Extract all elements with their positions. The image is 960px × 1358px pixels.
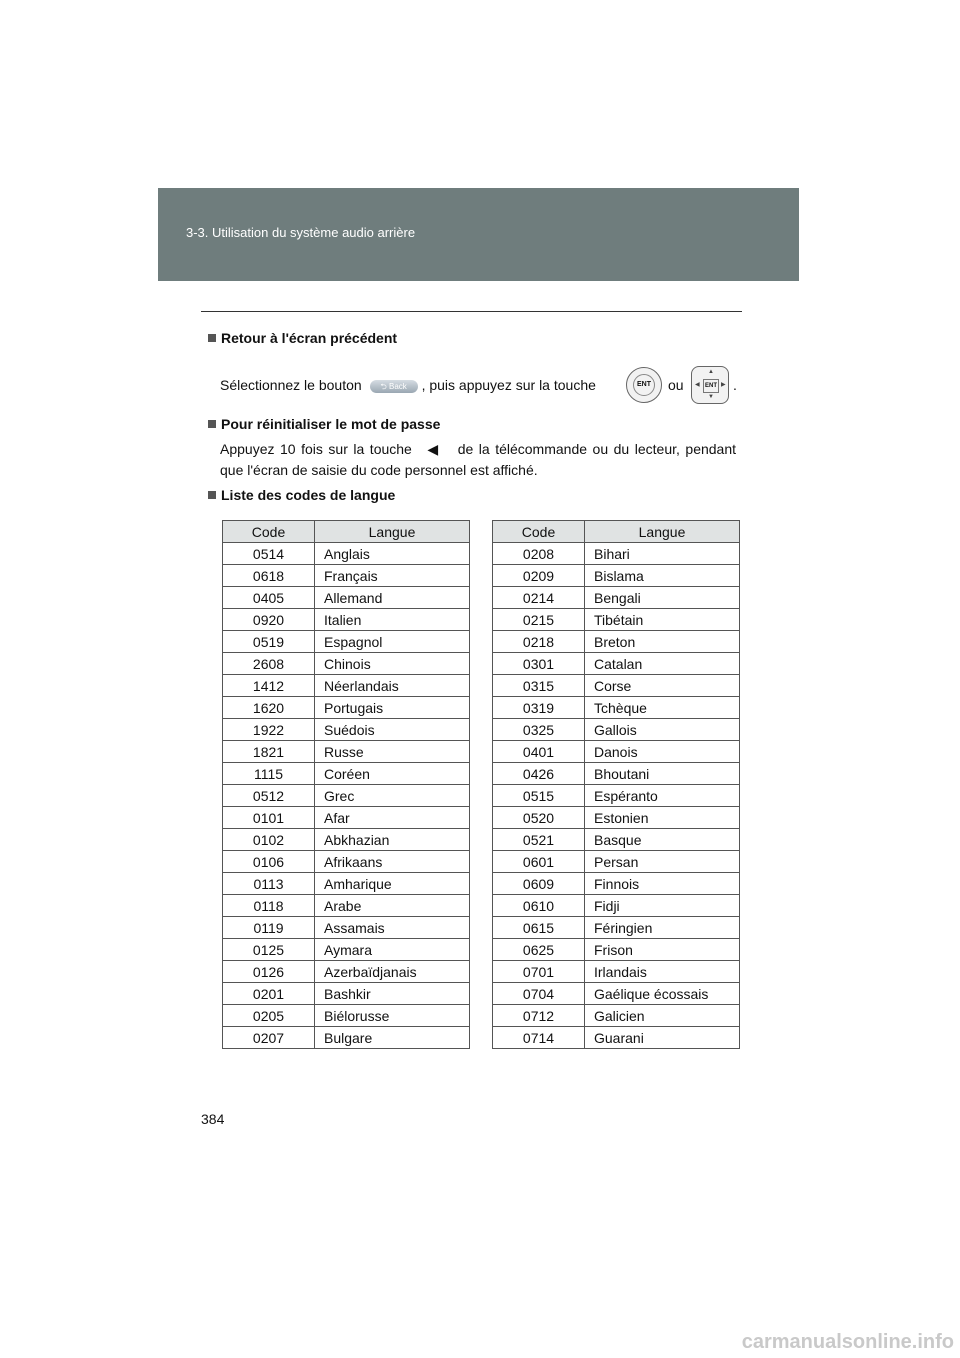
table-row bbox=[223, 697, 470, 719]
table-header-row bbox=[223, 521, 470, 543]
code-cell: 0215 bbox=[493, 609, 585, 631]
table-row bbox=[223, 1027, 470, 1049]
code-cell: 0615 bbox=[493, 917, 585, 939]
back-button-icon: ⮌ Back bbox=[370, 380, 418, 393]
code-cell: 0512 bbox=[223, 785, 315, 807]
code-cell: 0521 bbox=[493, 829, 585, 851]
code-cell: 0119 bbox=[223, 917, 315, 939]
language-cell: Guarani bbox=[585, 1027, 740, 1049]
retour-text-a: Sélectionnez le bouton bbox=[220, 377, 362, 393]
language-cell: Espéranto bbox=[585, 785, 740, 807]
table-row bbox=[493, 587, 740, 609]
language-cell: Azerbaïdjanais bbox=[315, 961, 470, 983]
table-row bbox=[223, 785, 470, 807]
chapter-title: 3-3. Utilisation du système audio arrière bbox=[186, 225, 416, 240]
code-cell: 0201 bbox=[223, 983, 315, 1005]
language-cell: Grec bbox=[315, 785, 470, 807]
language-cell: Bulgare bbox=[315, 1027, 470, 1049]
section-title-retour bbox=[208, 330, 397, 346]
table-row bbox=[493, 983, 740, 1005]
code-cell: 0208 bbox=[493, 543, 585, 565]
table-row bbox=[493, 807, 740, 829]
language-cell: Tchèque bbox=[585, 697, 740, 719]
table-row bbox=[223, 719, 470, 741]
table-row bbox=[493, 895, 740, 917]
language-cell: Bashkir bbox=[315, 983, 470, 1005]
code-cell: 0209 bbox=[493, 565, 585, 587]
language-cell: Chinois bbox=[315, 653, 470, 675]
ou-text: ou bbox=[668, 377, 684, 393]
section-title-text: Liste des codes de langue bbox=[221, 487, 396, 503]
language-codes-table-left bbox=[222, 520, 470, 1049]
column-header-code: Code bbox=[223, 521, 315, 543]
table-row bbox=[223, 983, 470, 1005]
ent-joystick-label: ENT bbox=[703, 379, 719, 393]
table-row bbox=[223, 587, 470, 609]
table-row bbox=[223, 873, 470, 895]
language-cell: Tibétain bbox=[585, 609, 740, 631]
code-cell: 0118 bbox=[223, 895, 315, 917]
language-cell: Bhoutani bbox=[585, 763, 740, 785]
period-text: . bbox=[733, 377, 737, 393]
language-cell: Irlandais bbox=[585, 961, 740, 983]
language-cell: Danois bbox=[585, 741, 740, 763]
code-cell: 0214 bbox=[493, 587, 585, 609]
language-cell: Galicien bbox=[585, 1005, 740, 1027]
table-row bbox=[223, 741, 470, 763]
table-row bbox=[493, 697, 740, 719]
code-cell: 0520 bbox=[493, 807, 585, 829]
code-cell: 0514 bbox=[223, 543, 315, 565]
language-cell: Italien bbox=[315, 609, 470, 631]
code-cell: 0102 bbox=[223, 829, 315, 851]
code-cell: 0205 bbox=[223, 1005, 315, 1027]
code-cell: 1620 bbox=[223, 697, 315, 719]
ent-joystick-icon: ENT ▲ ▼ ◀ ▶ bbox=[691, 366, 729, 404]
code-cell: 0113 bbox=[223, 873, 315, 895]
code-cell: 0704 bbox=[493, 983, 585, 1005]
table-row bbox=[493, 1005, 740, 1027]
language-cell: Gallois bbox=[585, 719, 740, 741]
table-row bbox=[493, 1027, 740, 1049]
table-row bbox=[493, 675, 740, 697]
table-row bbox=[493, 851, 740, 873]
table-header-row bbox=[493, 521, 740, 543]
language-cell: Espagnol bbox=[315, 631, 470, 653]
square-bullet-icon bbox=[208, 420, 216, 428]
language-cell: Aymara bbox=[315, 939, 470, 961]
code-cell: 1922 bbox=[223, 719, 315, 741]
table-row bbox=[223, 631, 470, 653]
language-cell: Anglais bbox=[315, 543, 470, 565]
language-cell: Breton bbox=[585, 631, 740, 653]
code-cell: 0401 bbox=[493, 741, 585, 763]
code-cell: 0519 bbox=[223, 631, 315, 653]
ent-label: ENT bbox=[637, 381, 651, 388]
language-cell: Abkhazian bbox=[315, 829, 470, 851]
reinit-text-b: de la télécommande ou du lecteur, pendant que l'écran de saisie du code personnel est affiché. bbox=[220, 441, 737, 478]
language-cell: Suédois bbox=[315, 719, 470, 741]
code-cell: 0625 bbox=[493, 939, 585, 961]
table-row bbox=[223, 851, 470, 873]
code-cell: 0515 bbox=[493, 785, 585, 807]
code-cell: 0920 bbox=[223, 609, 315, 631]
language-cell: Français bbox=[315, 565, 470, 587]
table-row bbox=[223, 609, 470, 631]
language-cell: Bihari bbox=[585, 543, 740, 565]
table-row bbox=[223, 653, 470, 675]
code-cell: 0712 bbox=[493, 1005, 585, 1027]
chapter-header-bar bbox=[158, 188, 799, 281]
language-cell: Persan bbox=[585, 851, 740, 873]
language-cell: Estonien bbox=[585, 807, 740, 829]
code-cell: 0609 bbox=[493, 873, 585, 895]
table-row bbox=[223, 939, 470, 961]
reinit-paragraph bbox=[220, 439, 736, 481]
language-cell: Arabe bbox=[315, 895, 470, 917]
language-cell: Bengali bbox=[585, 587, 740, 609]
section-title-reinit bbox=[208, 416, 440, 432]
retour-text-b: , puis appuyez sur la touche bbox=[421, 377, 596, 393]
table-row bbox=[493, 741, 740, 763]
table-row bbox=[493, 543, 740, 565]
section-title-text: Pour réinitialiser le mot de passe bbox=[221, 416, 441, 432]
language-cell: Finnois bbox=[585, 873, 740, 895]
table-row bbox=[493, 785, 740, 807]
column-header-langue: Langue bbox=[585, 521, 740, 543]
left-arrow-icon: ◀ bbox=[427, 441, 439, 457]
language-cell: Biélorusse bbox=[315, 1005, 470, 1027]
code-cell: 1115 bbox=[223, 763, 315, 785]
code-cell: 0106 bbox=[223, 851, 315, 873]
table-row bbox=[223, 763, 470, 785]
code-cell: 0315 bbox=[493, 675, 585, 697]
table-row bbox=[223, 543, 470, 565]
section-title-text: Retour à l'écran précédent bbox=[221, 330, 398, 346]
language-cell: Fidji bbox=[585, 895, 740, 917]
table-row bbox=[493, 565, 740, 587]
code-cell: 2608 bbox=[223, 653, 315, 675]
code-cell: 0714 bbox=[493, 1027, 585, 1049]
language-cell: Coréen bbox=[315, 763, 470, 785]
code-cell: 0618 bbox=[223, 565, 315, 587]
code-cell: 0426 bbox=[493, 763, 585, 785]
code-cell: 0701 bbox=[493, 961, 585, 983]
language-cell: Afar bbox=[315, 807, 470, 829]
code-cell: 0101 bbox=[223, 807, 315, 829]
reinit-text-a: Appuyez 10 fois sur la touche bbox=[220, 441, 412, 457]
table-row bbox=[493, 763, 740, 785]
language-cell: Bislama bbox=[585, 565, 740, 587]
code-cell: 0301 bbox=[493, 653, 585, 675]
language-cell: Basque bbox=[585, 829, 740, 851]
page-number: 384 bbox=[201, 1111, 225, 1127]
code-cell: 1412 bbox=[223, 675, 315, 697]
section-title-liste bbox=[208, 487, 395, 503]
table-row bbox=[493, 719, 740, 741]
language-cell: Russe bbox=[315, 741, 470, 763]
language-cell: Assamais bbox=[315, 917, 470, 939]
ent-round-button-icon bbox=[626, 367, 662, 403]
code-cell: 0125 bbox=[223, 939, 315, 961]
code-cell: 0405 bbox=[223, 587, 315, 609]
square-bullet-icon bbox=[208, 491, 216, 499]
square-bullet-icon bbox=[208, 334, 216, 342]
language-cell: Amharique bbox=[315, 873, 470, 895]
watermark: carmanualsonline.info bbox=[741, 1331, 954, 1353]
table-row bbox=[493, 917, 740, 939]
language-codes-table-right bbox=[492, 520, 740, 1049]
column-header-code: Code bbox=[493, 521, 585, 543]
code-cell: 0325 bbox=[493, 719, 585, 741]
table-row bbox=[223, 565, 470, 587]
table-row bbox=[493, 939, 740, 961]
table-row bbox=[223, 675, 470, 697]
table-row bbox=[223, 917, 470, 939]
column-header-langue: Langue bbox=[315, 521, 470, 543]
language-cell: Afrikaans bbox=[315, 851, 470, 873]
language-cell: Catalan bbox=[585, 653, 740, 675]
table-row bbox=[493, 961, 740, 983]
code-cell: 1821 bbox=[223, 741, 315, 763]
table-row bbox=[223, 829, 470, 851]
back-label: Back bbox=[388, 381, 407, 391]
language-cell: Néerlandais bbox=[315, 675, 470, 697]
table-row bbox=[223, 895, 470, 917]
table-row bbox=[493, 653, 740, 675]
table-row bbox=[223, 961, 470, 983]
table-row bbox=[223, 1005, 470, 1027]
table-row bbox=[223, 807, 470, 829]
language-cell: Féringien bbox=[585, 917, 740, 939]
code-cell: 0601 bbox=[493, 851, 585, 873]
language-cell: Corse bbox=[585, 675, 740, 697]
language-cell: Allemand bbox=[315, 587, 470, 609]
code-cell: 0126 bbox=[223, 961, 315, 983]
table-row bbox=[493, 631, 740, 653]
code-cell: 0319 bbox=[493, 697, 585, 719]
language-cell: Gaélique écossais bbox=[585, 983, 740, 1005]
table-row bbox=[493, 609, 740, 631]
language-cell: Portugais bbox=[315, 697, 470, 719]
table-row bbox=[493, 829, 740, 851]
table-row bbox=[493, 873, 740, 895]
language-cell: Frison bbox=[585, 939, 740, 961]
code-cell: 0207 bbox=[223, 1027, 315, 1049]
divider bbox=[201, 311, 742, 312]
code-cell: 0218 bbox=[493, 631, 585, 653]
code-cell: 0610 bbox=[493, 895, 585, 917]
